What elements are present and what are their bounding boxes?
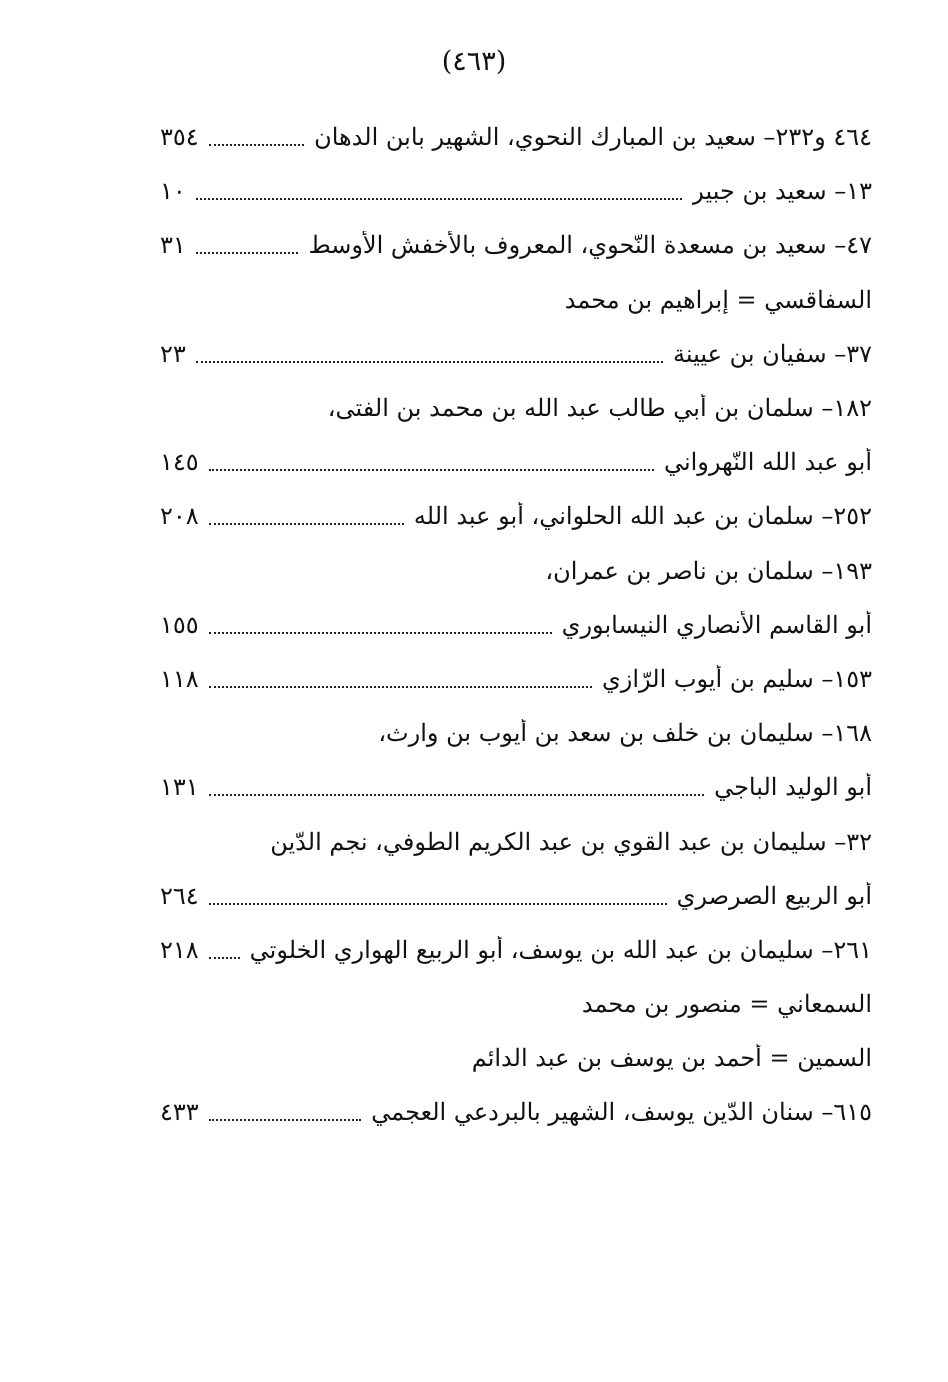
- entry-text: ١٨٢– سلمان بن أبي طالب عبد الله بن محمد بن الفتى،: [327, 394, 872, 423]
- entry-page-ref: ١٤٥: [160, 448, 199, 477]
- entry-page-ref: ٢٦٤: [160, 881, 199, 910]
- dot-leader: [209, 794, 704, 796]
- index-entry: [160, 814, 872, 868]
- index-entry: [160, 110, 872, 164]
- dot-leader: [209, 469, 654, 471]
- entry-text: ١٦٨– سليمان بن خلف بن سعد بن أيوب بن وارث،: [378, 719, 872, 748]
- entry-text: السفاقسي = إبراهيم بن محمد: [564, 285, 872, 314]
- index-entry: [160, 977, 872, 1031]
- index-entry: [160, 544, 872, 598]
- dot-leader: [196, 252, 299, 254]
- index-entry: [160, 218, 872, 272]
- entry-text: ٤٧– سعيد بن مسعدة النّحوي، المعروف بالأخفش الأوسط: [308, 231, 872, 260]
- page-number: (٤٦٣): [441, 46, 507, 77]
- entry-text: ٦١٥– سنان الدّين يوسف، الشهير بالبردعي العجمي: [371, 1098, 872, 1127]
- dot-leader: [209, 957, 240, 959]
- dot-leader: [209, 144, 304, 146]
- dot-leader: [196, 361, 663, 363]
- index-entry: [160, 381, 872, 435]
- index-entry: [160, 435, 872, 489]
- entry-page-ref: ٣١: [160, 231, 186, 260]
- index-entry: [160, 706, 872, 760]
- dot-leader: [209, 1119, 362, 1121]
- index-entry: [160, 1085, 872, 1139]
- entry-text: أبو عبد الله النّهرواني: [663, 448, 872, 477]
- dot-leader: [209, 523, 404, 525]
- entry-page-ref: ١٣١: [160, 773, 199, 802]
- index-list: [160, 110, 872, 1140]
- index-entry: [160, 327, 872, 381]
- entry-text: ١٣– سعيد بن جبير: [692, 177, 872, 206]
- entry-text: ١٩٣– سلمان بن ناصر بن عمران،: [545, 556, 872, 585]
- entry-page-ref: ١٠: [160, 177, 186, 206]
- index-entry: [160, 760, 872, 814]
- entry-page-ref: ٢٣: [160, 339, 186, 368]
- index-entry: [160, 652, 872, 706]
- entry-text: ٤٦٤ و٢٣٢– سعيد بن المبارك النحوي، الشهير بابن الدهان: [314, 123, 872, 152]
- entry-text: ٣٧– سفيان بن عيينة: [673, 339, 872, 368]
- entry-text: أبو الوليد الباجي: [714, 773, 872, 802]
- index-entry: [160, 489, 872, 543]
- entry-text: ٣٢– سليمان بن عبد القوي بن عبد الكريم الطوفي، نجم الدّين: [270, 827, 872, 856]
- index-entry: [160, 869, 872, 923]
- dot-leader: [209, 903, 667, 905]
- index-entry: [160, 273, 872, 327]
- entry-page-ref: ٢١٨: [160, 935, 199, 964]
- index-entry: [160, 598, 872, 652]
- entry-text: أبو القاسم الأنصاري النيسابوري: [561, 610, 872, 639]
- dot-leader: [196, 198, 683, 200]
- index-entry: [160, 1031, 872, 1085]
- entry-text: ٢٦١– سليمان بن عبد الله بن يوسف، أبو الربيع الهواري الخلوتي: [249, 935, 872, 964]
- dot-leader: [209, 632, 552, 634]
- entry-text: السمعاني = منصور بن محمد: [581, 990, 872, 1019]
- entry-text: السمين = أحمد بن يوسف بن عبد الدائم: [471, 1044, 872, 1073]
- entry-text: أبو الربيع الصرصري: [676, 881, 872, 910]
- dot-leader: [209, 686, 592, 688]
- entry-text: ١٥٣– سليم بن أيوب الرّازي: [601, 664, 872, 693]
- entry-page-ref: ٣٥٤: [160, 123, 199, 152]
- entry-page-ref: ٢٠٨: [160, 502, 199, 531]
- index-entry: [160, 164, 872, 218]
- entry-page-ref: ١١٨: [160, 664, 199, 693]
- entry-page-ref: ١٥٥: [160, 610, 199, 639]
- index-entry: [160, 923, 872, 977]
- entry-text: ٢٥٢– سلمان بن عبد الله الحلواني، أبو عبد الله: [413, 502, 872, 531]
- entry-page-ref: ٤٣٣: [160, 1098, 199, 1127]
